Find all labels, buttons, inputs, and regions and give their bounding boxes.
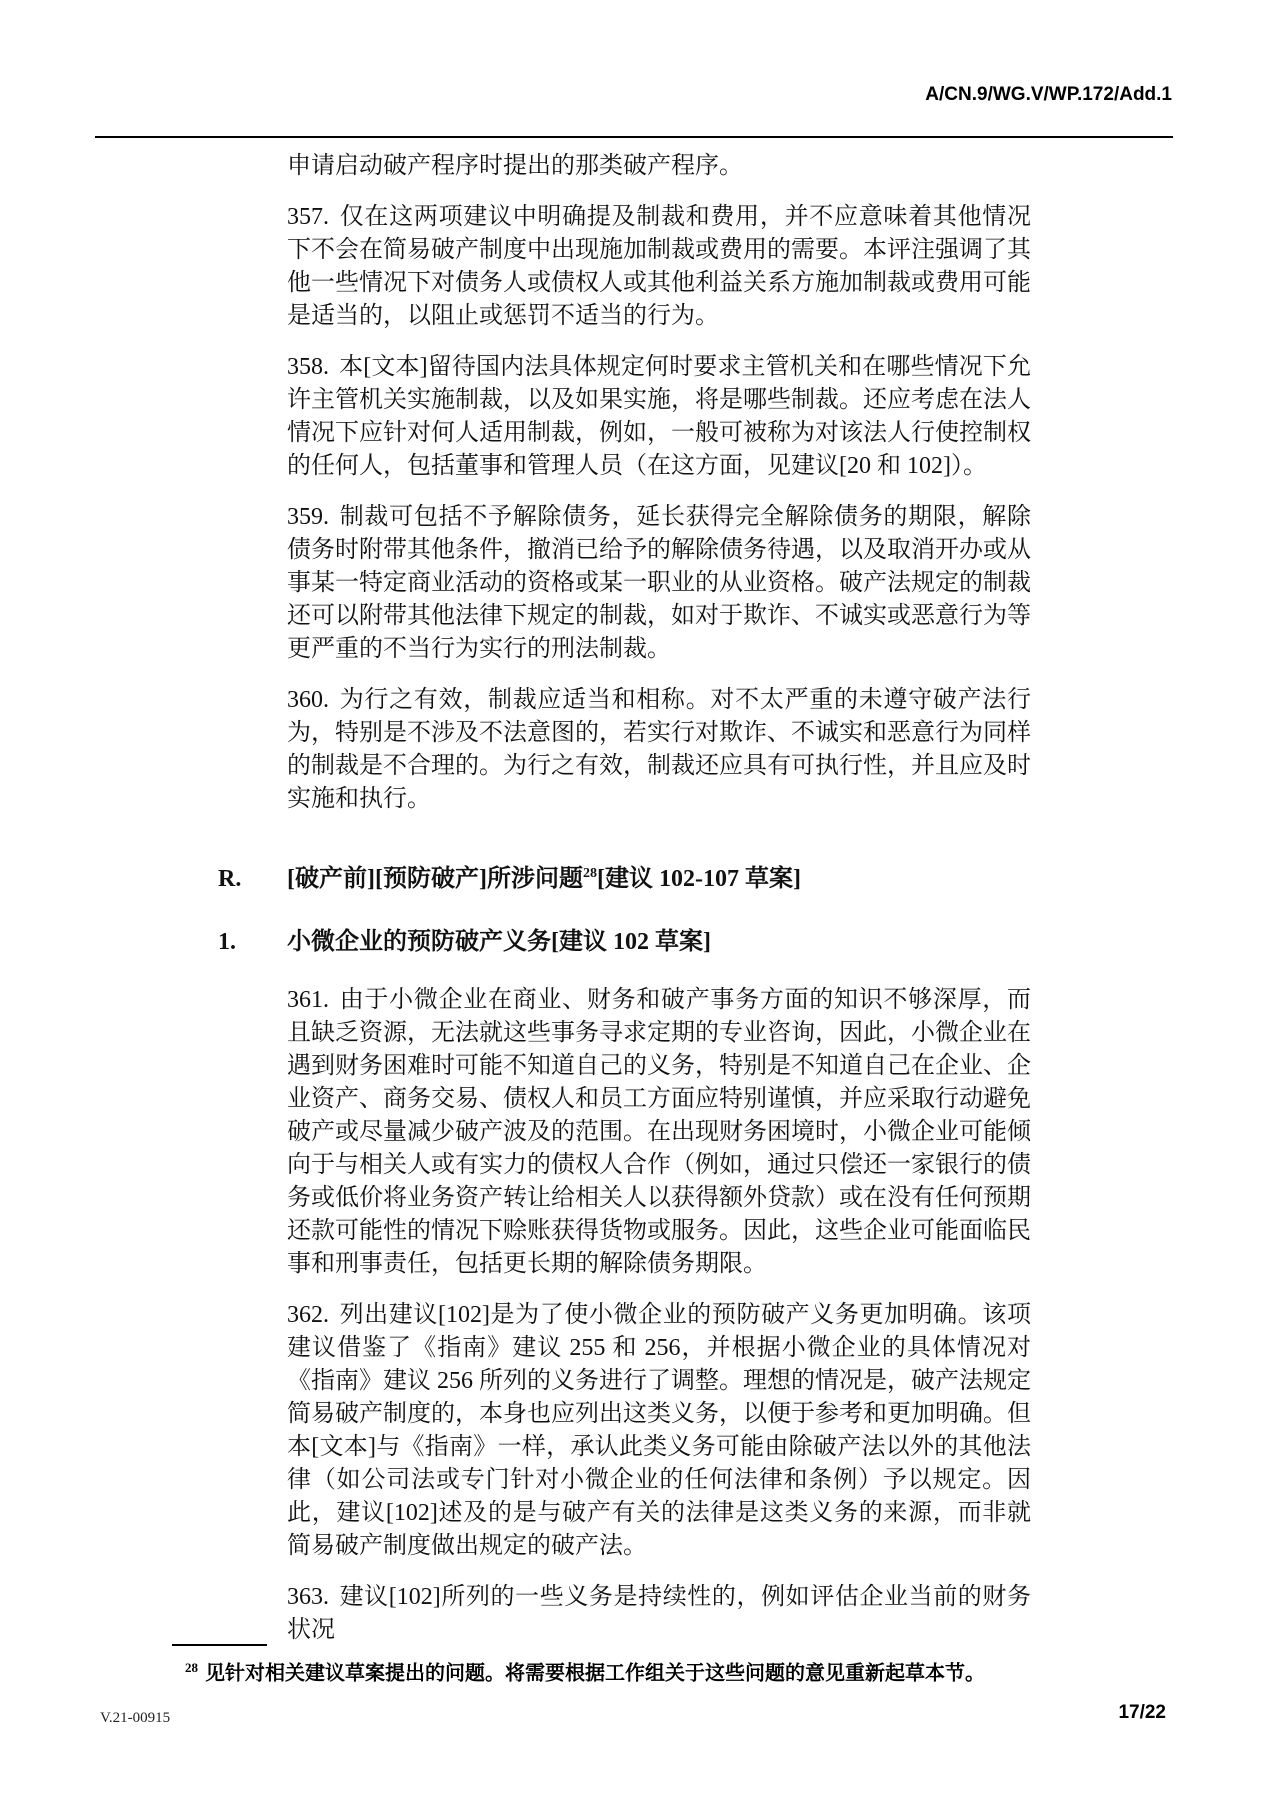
- header-rule: [95, 136, 1173, 138]
- paragraph-text: 由于小微企业在商业、财务和破产事务方面的知识不够深厚，而且缺乏资源，无法就这些事务寻求定期的专业咨询，因此，小微企业在遇到财务困难时可能不知道自己的义务，特别是不知道自己在企业、企业资产、商务交易、债权人和员工方面应特别谨慎，并应采取行动避免破产或尽量减少破产波及的范围。在出现财务困境时，小微企业可能倾向于与相关人或有实力的债权人合作（例如，通过只偿还一家银行的债务或低价将业务资产转让给相关人以获得额外贷款）或在没有任何预期还款可能性的情况下赊账获得货物或服务。因此，这些企业可能面临民事和刑事责任，包括更长期的解除债务期限。: [287, 987, 1032, 1277]
- paragraph-357: [287, 201, 1031, 333]
- paragraph-360: [287, 684, 1031, 816]
- footnote-reference: 28: [582, 866, 597, 881]
- paragraph-358: [287, 351, 1031, 483]
- document-symbol: A/CN.9/WG.V/WP.172/Add.1: [925, 84, 1172, 105]
- section-heading-r: [218, 864, 1031, 895]
- section-number: 1.: [218, 929, 236, 955]
- paragraph-number: 359.: [287, 504, 329, 530]
- footnote-28: [185, 1655, 1035, 1687]
- footnote-marker: 28: [185, 1660, 198, 1675]
- paragraph-text: 本[文本]留待国内法具体规定何时要求主管机关和在哪些情况下允许主管机关实施制裁，以及如果实施，将是哪些制裁。还应考虑在法人情况下应针对何人适用制裁，例如，一般可被称为对该法人行使控制权的任何人，包括董事和管理人员（在这方面，见建议[20 和 102]）。: [287, 354, 1032, 479]
- section-heading-1: [218, 927, 1031, 958]
- footnote-text: 见针对相关建议草案提出的问题。将需要根据工作组关于这些问题的意见重新起草本节。: [205, 1662, 985, 1685]
- paragraph-362: [287, 1299, 1031, 1563]
- paragraph-number: 361.: [287, 987, 329, 1013]
- paragraph-number: 358.: [287, 354, 329, 380]
- paragraph-text: 制裁可包括不予解除债务，延长获得完全解除债务的期限，解除债务时附带其他条件，撤消已给予的解除债务待遇，以及取消开办或从事某一特定商业活动的资格或某一职业的从业资格。破产法规定的制裁还可以附带其他法律下规定的制裁，如对于欺诈、不诚实或恶意行为等更严重的不当行为实行的刑法制裁。: [287, 504, 1032, 662]
- page-body: [218, 150, 1032, 1647]
- paragraph-363: [287, 1581, 1031, 1647]
- paragraph-number: 360.: [287, 687, 329, 713]
- paragraph-text: 列出建议[102]是为了使小微企业的预防破产义务更加明确。该项建议借鉴了《指南》建议 255 和 256，并根据小微企业的具体情况对《指南》建议 256 所列的义务进行了调整。理想的情况是，破产法规定简易破产制度的，本身也应列出这类义务，以便于参考和更加明确。但本[文本]与《指南》一样，承认此类义务可能由除破产法以外的其他法律（如公司法或专门针对小微企业的任何法律和条例）予以规定。因此，建议[102]述及的是与破产有关的法律是这类义务的来源，而非就简易破产制度做出规定的破产法。: [287, 1302, 1031, 1559]
- paragraph-continuation: [287, 150, 1031, 183]
- paragraph-text: 为行之有效，制裁应适当和相称。对不太严重的未遵守破产法行为，特别是不涉及不法意图的，若实行对欺诈、不诚实和恶意行为同样的制裁是不合理的。为行之有效，制裁还应具有可执行性，并且应及时实施和执行。: [287, 687, 1032, 812]
- section-title: [破产前][预防破产]所涉问题: [287, 866, 583, 892]
- footer-document-number: V.21-00915: [100, 1710, 171, 1726]
- paragraph-number: 362.: [287, 1302, 329, 1328]
- footnote-separator: [172, 1644, 267, 1646]
- paragraph-number: 363.: [287, 1584, 329, 1610]
- paragraph-text: 仅在这两项建议中明确提及制裁和费用，并不应意味着其他情况下不会在简易破产制度中出现施加制裁或费用的需要。本评注强调了其他一些情况下对债务人或债权人或其他利益关系方施加制裁或费用可能是适当的，以阻止或惩罚不适当的行为。: [287, 204, 1032, 329]
- section-title-suffix: [建议 102-107 草案]: [596, 866, 801, 892]
- paragraph-number: 357.: [287, 204, 329, 230]
- paragraph-359: [287, 501, 1031, 666]
- paragraph-361: [287, 984, 1031, 1281]
- footer-page-number: 17/22: [1118, 1702, 1166, 1723]
- section-letter: R.: [218, 866, 242, 892]
- section-title: 小微企业的预防破产义务[建议 102 草案]: [287, 929, 711, 955]
- paragraph-text: 申请启动破产程序时提出的那类破产程序。: [287, 153, 743, 179]
- paragraph-text: 建议[102]所列的一些义务是持续性的，例如评估企业当前的财务状况: [287, 1584, 1031, 1643]
